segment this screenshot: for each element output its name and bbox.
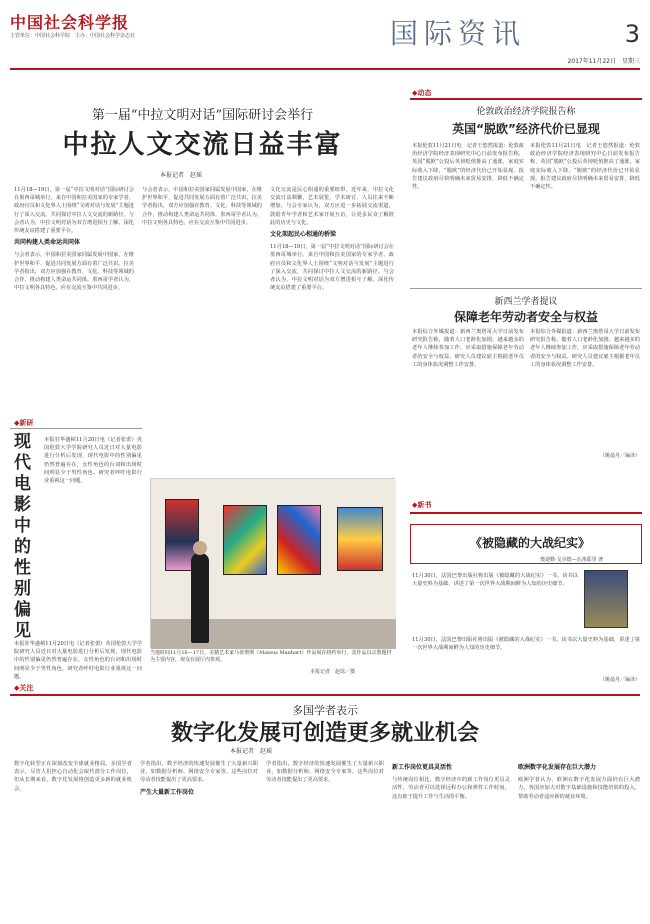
right-top-column-1-text: 本报伦敦11月21日电 记者王悠然报道：伦敦政治经济学院经济表现研究中心日前发布报告称，英国“脱欧”公投后英镑贬值推高了通胀，家庭实际收入下降，“脱欧”的经济代价已开始显现。报告建议政府尽快明确未来贸易安排，降低不确定性。: [412, 143, 524, 191]
right-top-tag: ◆动态: [412, 89, 432, 97]
right-mid-author: （姚晨丹／编译）: [600, 453, 641, 459]
sidebar-body: [44, 436, 142, 636]
visitor-figure: [191, 553, 209, 643]
bottom-column-4: [392, 760, 510, 918]
painting-center-right: [277, 505, 321, 575]
main-subhead-1: 共同构建人类命运共同体: [14, 239, 81, 247]
bottom-title: 数字化发展可创造更多就业机会: [170, 721, 479, 746]
painting-center-left: [223, 505, 267, 575]
bottom-column-2-text: 学者指出，数字经济的快速发展催生了大量新兴职业，如数据分析师、网络安全专家等。这些岗位对劳动者技能提出了更高要求。: [140, 761, 258, 784]
sidebar-tag: ◆新研: [14, 419, 34, 427]
main-column-3: [270, 186, 394, 471]
main-subhead-2: 文化架起民心相通的桥梁: [270, 231, 337, 239]
bottom-subhead-3: 欧洲数字化发展存在巨大潜力: [518, 764, 597, 771]
masthead-rule: [10, 68, 640, 70]
book-cover-image: [584, 570, 628, 628]
right-mid-column-2: [530, 328, 640, 448]
masthead: [10, 6, 640, 68]
bottom-column-5-text: 欧洲学者认为，欧洲在数字化发展方面仍有巨大潜力。各国应加大对数字基础设施和技能培训的投入，帮助劳动者适应新的就业环境。: [518, 777, 640, 800]
sidebar-body-continued: [14, 640, 142, 680]
bottom-column-5: [518, 760, 640, 918]
painting-right: [337, 507, 383, 571]
right-mid-divider: [410, 288, 642, 289]
book-title: 《被隐藏的大战纪实》: [470, 536, 591, 550]
book-authors: 奥迪勒·戈尔德—瓦蒂耶里 著: [540, 557, 604, 563]
main-column-3-text: 文化交流是民心相通的重要纽带。近年来，中拉文化交流日益频繁，艺术展览、学术研讨、人员往来不断增加。与会专家认为，双方应进一步拓展交流渠道，鼓励青年学者和艺术家开展互访，让更多民众了解彼此的历史与文化。: [270, 187, 394, 226]
bottom-column-1: [14, 760, 132, 918]
bottom-byline: 本报记者 赵瑶: [230, 748, 273, 755]
main-column-1b-text: 与会者表示，中国和拉美国家同属发展中国家，在维护世界和平、促进共同发展方面有着广泛共识。拉美学者指出，双方应加强在教育、文化、科技等领域的合作，推动构建人类命运共同体。墨西哥学者认为，中拉文明各具特色，应在交流互鉴中共同进步。: [14, 252, 134, 292]
book-author: （姚晨丹／编译）: [600, 677, 641, 683]
main-kicker: 第一届“中拉文明对话”国际研讨会举行: [91, 108, 314, 123]
main-title: 中拉人文交流日益丰富: [62, 130, 343, 160]
right-top-kicker: 伦敦政治经济学院报告称: [476, 107, 576, 117]
section-banner: 国际资讯: [390, 17, 527, 50]
photo-caption: 当地时间11月16—17日，美籍艺术家马蒂奥斯（Mateus Manhart）作品展在纽约举行，其作品以宗教题材为主要内容，观众在展厅内参观。: [150, 650, 392, 663]
bottom-rule: [10, 694, 640, 696]
right-mid-column-2-text: 本报综合外媒报道：新西兰奥塔哥大学日前发布研究报告称，随着人口老龄化加剧，越来越多的老年人继续参加工作，应采取措施保障老年劳动者的安全与权益。研究人员建议雇主根据老年员工的身体状况调整工作安排。: [530, 329, 640, 368]
right-top-rule: [410, 98, 642, 100]
masthead-subline: 主管单位：中国社会科学院 主办：中国社会科学杂志社: [10, 33, 136, 39]
bottom-column-3: [266, 760, 384, 918]
right-mid-title: 保障老年劳动者安全与权益: [453, 310, 598, 324]
book-body: [412, 572, 578, 636]
book-body-continued-text: 11月30日，法国巴黎出版社将出版《被隐藏的大战纪实》一书。该书以大量史料为基础，讲述了第一次世界大战期间鲜为人知的历史细节。: [412, 637, 640, 652]
exhibition-photo: [150, 478, 395, 648]
book-rule: [410, 512, 642, 514]
bottom-subhead-2: 新工作岗位更具灵活性: [392, 764, 453, 771]
right-top-column-2: [530, 142, 640, 282]
right-top-column-2-text: 本报伦敦11月21日电 记者王悠然报道：伦敦政治经济学院经济表现研究中心日前发布报告称，英国“脱欧”公投后英镑贬值推高了通胀，家庭实际收入下降，“脱欧”的经济代价已开始显现。报告建议政府尽快明确未来贸易安排，降低不确定性。: [530, 143, 640, 191]
book-body-text: 11月30日，法国巴黎出版社将出版《被隐藏的大战纪实》一书。该书以大量史料为基础，讲述了第一次世界大战期间鲜为人知的历史细节。: [412, 573, 578, 588]
bottom-kicker: 多国学者表示: [292, 704, 358, 717]
bottom-column-1-text: 数字化转型正在深刻改变全球就业格局。多国学者表示，尽管人们担心自动化会取代部分工作岗位，但从长期来看，数字化发展将创造更多新的就业机会。: [14, 761, 132, 792]
bottom-tag: ◆关注: [14, 684, 34, 692]
photo-credit: 本报记者 赵瑶／摄: [310, 669, 356, 675]
main-column-1: [14, 186, 134, 426]
right-top-title: 英国“脱欧”经济代价已显现: [452, 122, 600, 136]
bottom-column-2: [140, 760, 258, 918]
visitor-head: [193, 541, 207, 555]
page-number: 3: [624, 20, 640, 48]
book-body-continued: [412, 636, 640, 672]
paper-name: 中国社会科学报: [10, 13, 130, 32]
right-top-column-1: [412, 142, 524, 282]
book-tag: ◆新书: [412, 501, 432, 509]
sidebar-divider: [10, 428, 142, 429]
photo-floor: [151, 619, 396, 649]
sidebar-vertical-title: 现代电影中的性别偏见: [14, 432, 31, 641]
date-line: 2017年11月22日 星期三: [567, 58, 640, 65]
bottom-column-3-text: 学者指出，数字经济的快速发展催生了大量新兴职业，如数据分析师、网络安全专家等。这些岗位对劳动者技能提出了更高要求。: [266, 761, 384, 784]
main-column-3b-text: 11月18—19日，第一届“中拉文明对话”国际研讨会在墨西哥城举行。来自中国和拉美国家的专家学者、政府官员和文化界人士围绕“文明对话与发展”主题进行了深入交流，共同探讨中拉人文交流的新路径。与会者认为，中拉文明对话为双方增进相互了解、深化传统友谊搭建了重要平台。: [270, 244, 394, 292]
main-column-2-text: 与会者表示，中国和拉美国家同属发展中国家，在维护世界和平、促进共同发展方面有着广泛共识。拉美学者指出，双方应加强在教育、文化、科技等领域的合作，推动构建人类命运共同体。墨西哥学者认为，中拉文明各具特色，应在交流互鉴中共同进步。: [142, 187, 262, 226]
sidebar-body-continued-text: 本报驻华盛顿11月20日电（记者张蕾）英国伦敦大学学院研究人员近日对大量电影进行分析后发现，现代电影中的性别偏见仍然普遍存在，女性角色的台词和出场时间明显少于男性角色。研究者呼吁电影行业重视这一问题。: [14, 641, 142, 680]
bottom-column-4-text: 与传统岗位相比，数字经济中的新工作岗位更具灵活性，劳动者可以选择远程办公和弹性工作时间，这有助于提升工作与生活的平衡。: [392, 777, 510, 800]
right-mid-column-1: [412, 328, 524, 448]
right-mid-column-1-text: 本报综合外媒报道：新西兰奥塔哥大学日前发布研究报告称，随着人口老龄化加剧，越来越多的老年人继续参加工作，应采取措施保障老年劳动者的安全与权益。研究人员建议雇主根据老年员工的身体状况调整工作安排。: [412, 329, 524, 368]
bottom-subhead-1: 产生大量新工作岗位: [140, 788, 195, 796]
main-column-1-text: 11月18—19日，第一届“中拉文明对话”国际研讨会在墨西哥城举行。来自中国和拉美国家的专家学者、政府官员和文化界人士围绕“文明对话与发展”主题进行了深入交流，共同探讨中拉人文交流的新路径。与会者认为，中拉文明对话为双方增进相互了解、深化传统友谊搭建了重要平台。: [14, 187, 134, 235]
main-byline: 本报记者 赵瑶: [160, 172, 203, 179]
right-mid-kicker: 新西兰学者提议: [494, 297, 558, 307]
sidebar-body-text: 本报驻华盛顿11月20日电（记者张蕾）英国伦敦大学学院研究人员近日对大量电影进行分析后发现，现代电影中的性别偏见仍然普遍存在，女性角色的台词和出场时间明显少于男性角色。研究者呼吁电影行业重视这一问题。: [44, 437, 142, 485]
main-column-2: [142, 186, 262, 471]
